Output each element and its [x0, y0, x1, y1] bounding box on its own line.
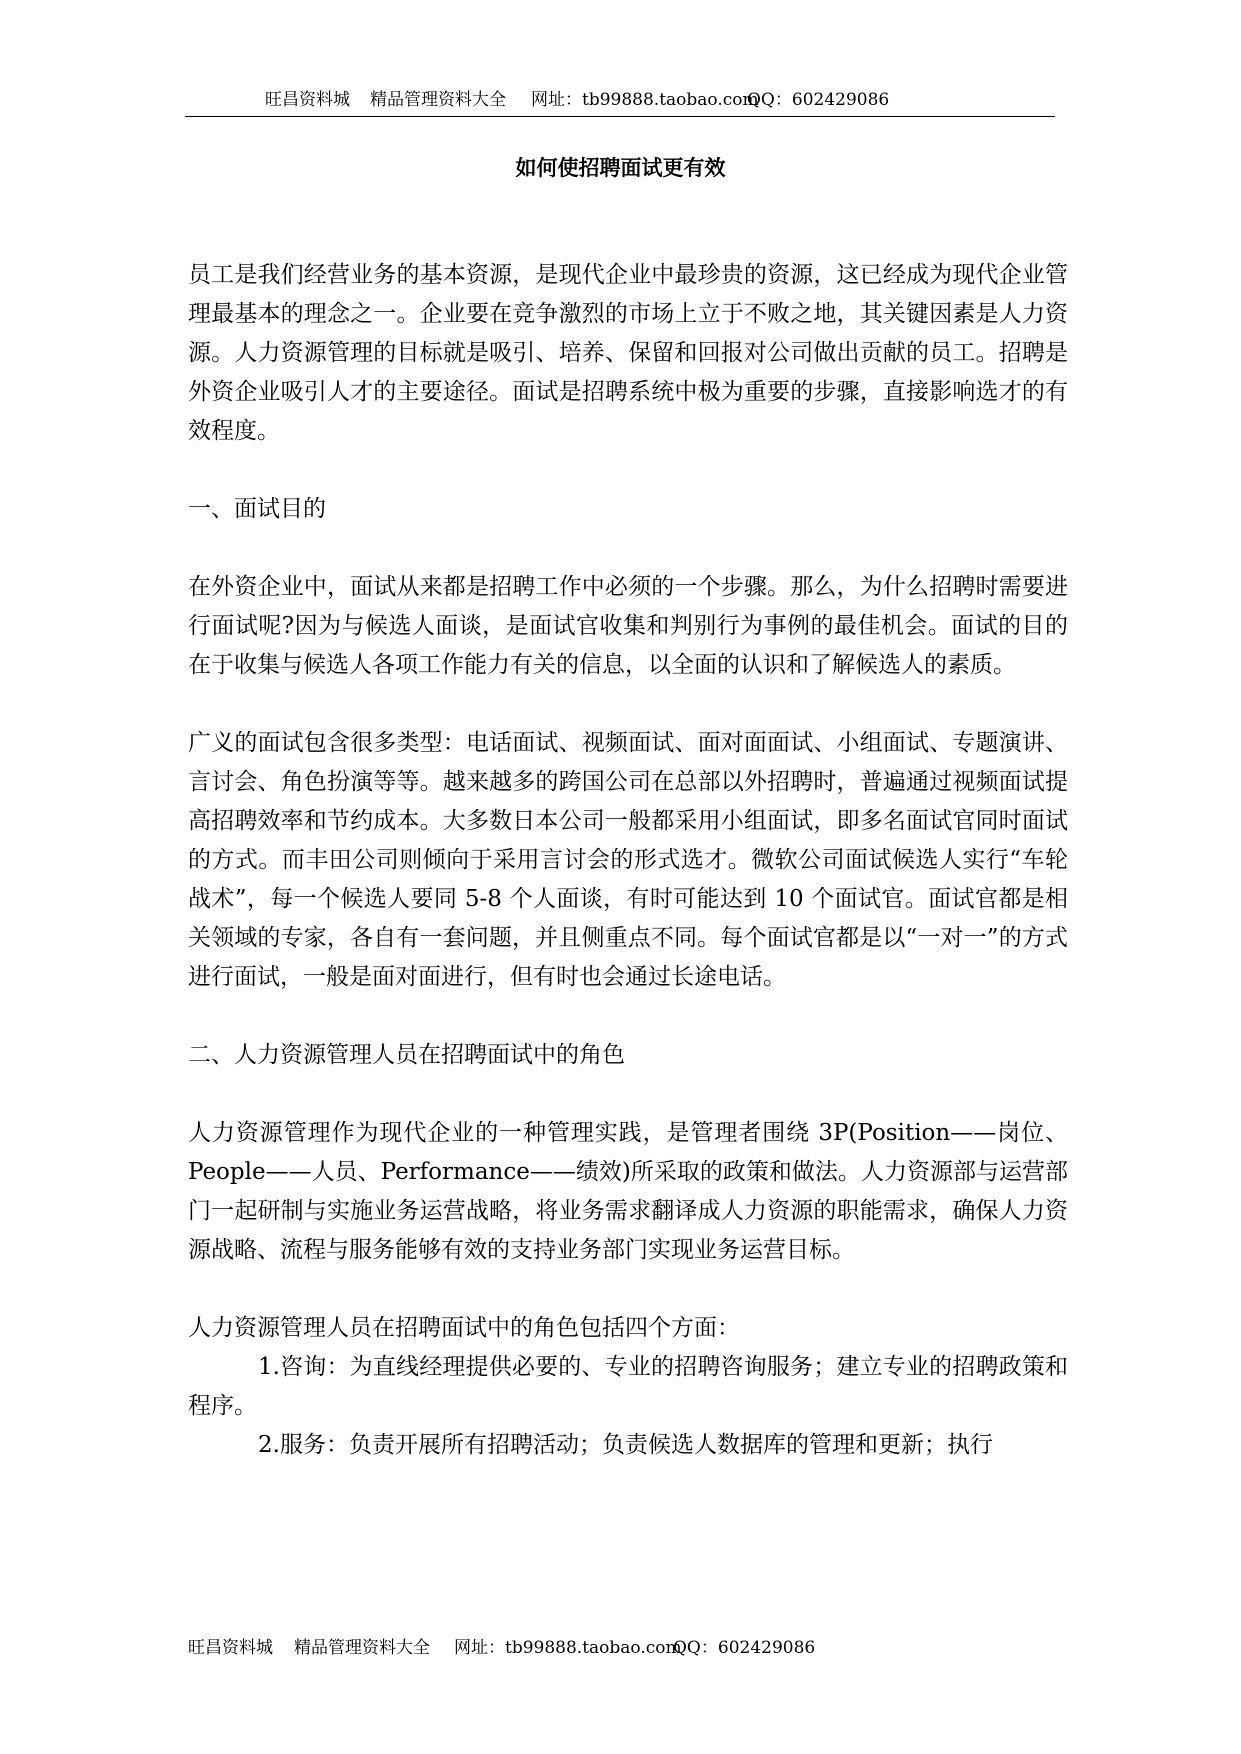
header-slogan: 精品管理资料大全 [370, 90, 506, 110]
section-heading-1: 一、面试目的 [188, 496, 326, 522]
paragraph-interview-purpose: 在外资企业中，面试从来都是招聘工作中必须的一个步骤。那么，为什么招聘时需要进行面试呢?因为与候选人面谈，是面试官收集和判别行为事例的最佳机会。面试的目的在于收集与候选人各项工作能力有关的信息，以全面的认识和了解候选人的素质。 [188, 574, 1068, 678]
page-header [185, 88, 1055, 112]
footer-qq: QQ：602429086 [673, 1638, 816, 1658]
paragraph-hr-management: 人力资源管理作为现代企业的一种管理实践，是管理者围绕 3P(Position——岗位、People——人员、Performance——绩效)所采取的政策和做法。人力资源部与运营部门一起研制与实施业务运营战略，将业务需求翻译成人力资源的职能需求，确保人力资源战略、流程与服务能够有效的支持业务部门实现业务运营目标。 [188, 1120, 1068, 1263]
paragraph-hr-roles: 人力资源管理人员在招聘面试中的角色包括四个方面： [188, 1315, 740, 1341]
page-footer [188, 1636, 1058, 1660]
header-url: 网址：tb99888.taobao.com [531, 90, 759, 110]
document-title: 如何使招聘面试更有效 [515, 155, 726, 180]
section-heading-2: 二、人力资源管理人员在招聘面试中的角色 [188, 1042, 625, 1068]
paragraph-interview-types: 广义的面试包含很多类型：电话面试、视频面试、面对面面试、小组面试、专题演讲、言讨会、角色扮演等等。越来越多的跨国公司在总部以外招聘时，普遍通过视频面试提高招聘效率和节约成本。大多数日本公司一般都采用小组面试，即多名面试官同时面试的方式。而丰田公司则倾向于采用言讨会的形式选才。微软公司面试候选人实行“车轮战术”，每一个候选人要同 5-8 个人面谈，有时可能达到 10 个面试官。面试官都是相关领域的专家，各自有一套问题，并且侧重点不同。每个面试官都是以“一对一”的方式进行面试，一般是面对面进行，但有时也会通过长途电话。 [188, 730, 1068, 990]
footer-shop-name: 旺昌资料城 [188, 1638, 273, 1658]
header-shop-name: 旺昌资料城 [265, 90, 350, 110]
header-qq: QQ：602429086 [747, 90, 890, 110]
list-item-service: 2.服务：负责开展所有招聘活动；负责候选人数据库的管理和更新；执行 [258, 1432, 993, 1458]
paragraph-intro: 员工是我们经营业务的基本资源，是现代企业中最珍贵的资源，这已经成为现代企业管理最基本的理念之一。企业要在竞争激烈的市场上立于不败之地，其关键因素是人力资源。人力资源管理的目标就是吸引、培养、保留和回报对公司做出贡献的员工。招聘是外资企业吸引人才的主要途径。面试是招聘系统中极为重要的步骤，直接影响选才的有效程度。 [188, 262, 1068, 444]
footer-url: 网址：tb99888.taobao.com [454, 1638, 682, 1658]
footer-slogan: 精品管理资料大全 [294, 1638, 430, 1658]
header-rule [185, 116, 1055, 117]
list-item-consulting: 1.咨询：为直线经理提供必要的、专业的招聘咨询服务；建立专业的招聘政策和程序。 [188, 1354, 1068, 1419]
document-body [188, 256, 1068, 1465]
